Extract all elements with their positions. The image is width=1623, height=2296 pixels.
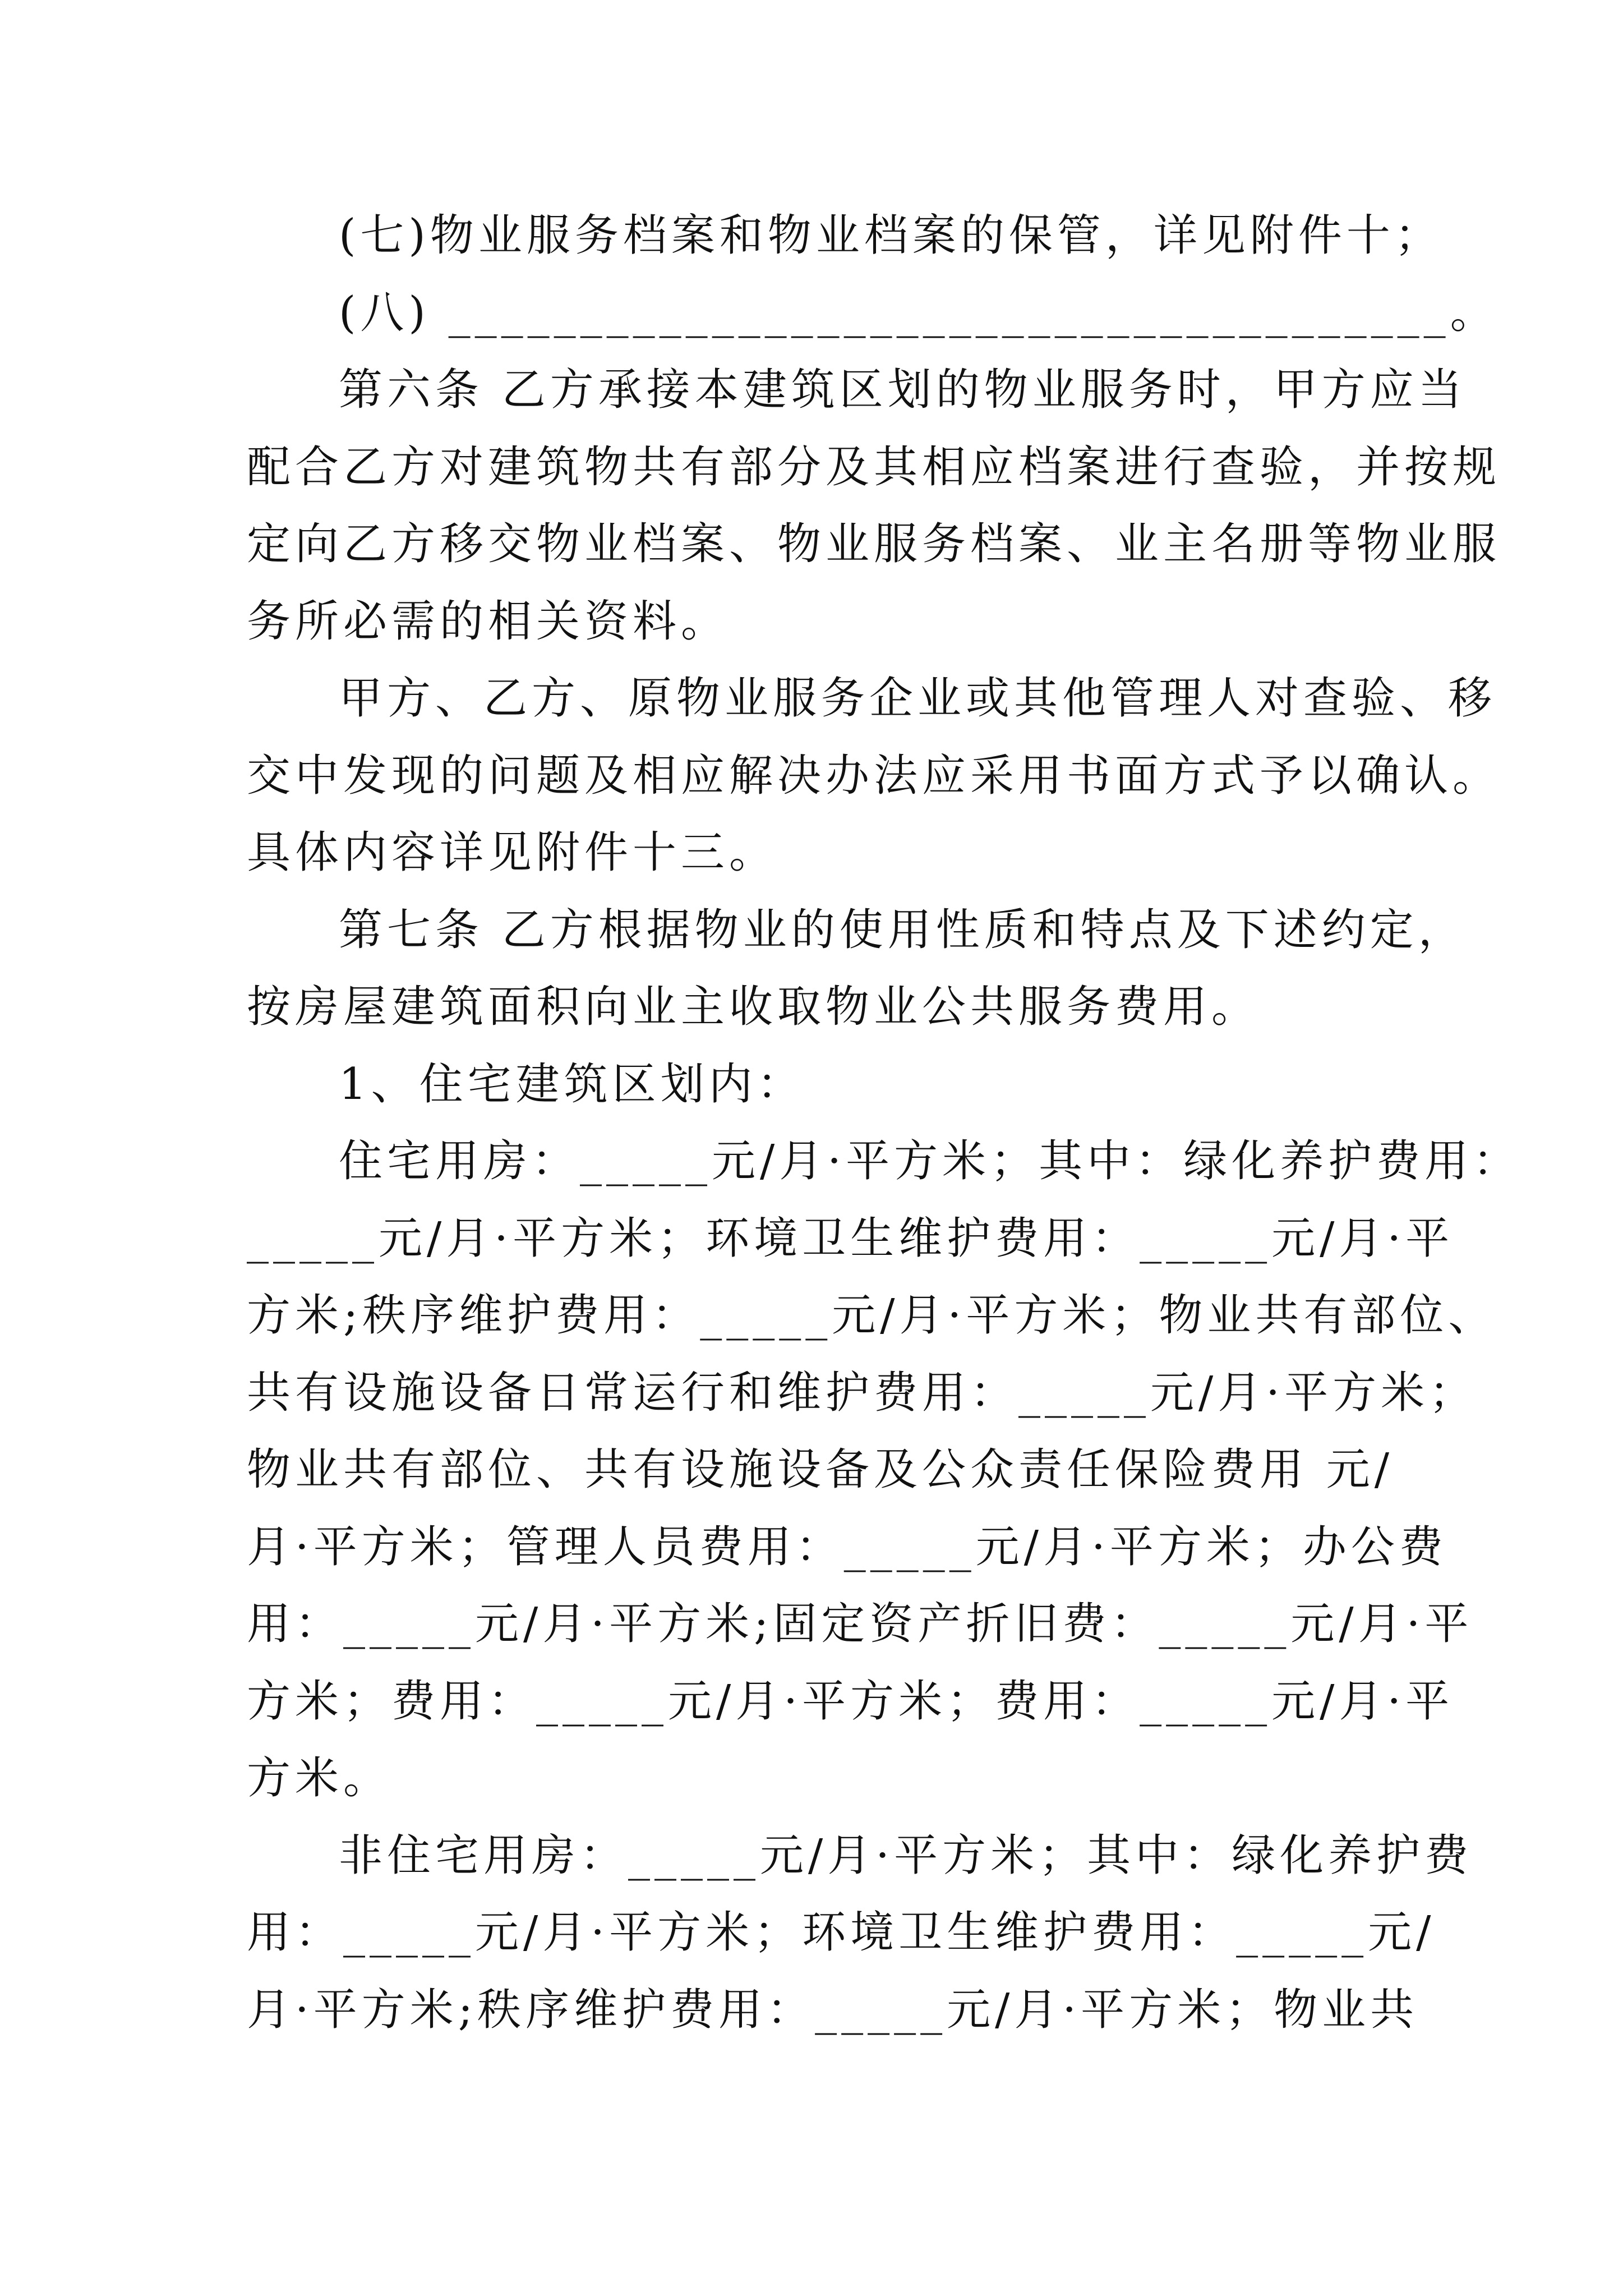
text-line: 具体内容详见附件十三。 [247, 827, 778, 878]
text-line: 务所必需的相关资料。 [247, 596, 730, 647]
text-line: 月·平方米;秩序维护费用：_____元/月·平方米；物业共 [247, 1985, 1419, 2035]
text-line: 方米;秩序维护费用：_____元/月·平方米；物业共有部位、 [247, 1290, 1497, 1341]
text-line: 物业共有部位、共有设施设备及公众责任保险费用 元/ [247, 1444, 1394, 1495]
text-line: 用：_____元/月·平方米;固定资产折旧费：_____元/月·平 [247, 1599, 1473, 1649]
text-line: 共有设施设备日常运行和维护费用：_____元/月·平方米； [247, 1368, 1478, 1418]
text-line: 方米；费用：_____元/月·平方米；费用：_____元/月·平 [247, 1676, 1454, 1727]
text-line: 月·平方米；管理人员费用：_____元/月·平方米；办公费 [247, 1522, 1447, 1572]
text-line: (七)物业服务档案和物业档案的保管，详见附件十； [339, 210, 1443, 261]
text-line: 住宅用房：_____元/月·平方米；其中：绿化养护费用： [339, 1136, 1521, 1186]
text-line: 定向乙方移交物业档案、物业服务档案、业主名册等物业服 [247, 519, 1501, 569]
text-line: 第七条 乙方根据物业的使用性质和特点及下述约定， [339, 905, 1467, 955]
text-line: 非住宅用房：_____元/月·平方米；其中：绿化养护费 [339, 1830, 1473, 1881]
text-line: 按房屋建筑面积向业主收取物业公共服务费用。 [247, 982, 1260, 1032]
text-line: 第六条 乙方承接本建筑区划的物业服务时，甲方应当 [339, 365, 1467, 415]
text-line: 交中发现的问题及相应解决办法应采用书面方式予以确认。 [247, 751, 1501, 801]
text-line: (八) ______________________________________。 [339, 288, 1498, 338]
text-line: _____元/月·平方米；环境卫生维护费用：_____元/月·平 [247, 1213, 1454, 1264]
text-line: 方米。 [247, 1753, 392, 1803]
text-line: 甲方、乙方、原物业服务企业或其他管理人对查验、移 [339, 673, 1497, 724]
text-line: 1、住宅建筑区划内： [339, 1059, 805, 1110]
text-line: 用：_____元/月·平方米；环境卫生维护费用：_____元/ [247, 1907, 1436, 1958]
text-line: 配合乙方对建筑物共有部分及其相应档案进行查验，并按规 [247, 442, 1501, 493]
